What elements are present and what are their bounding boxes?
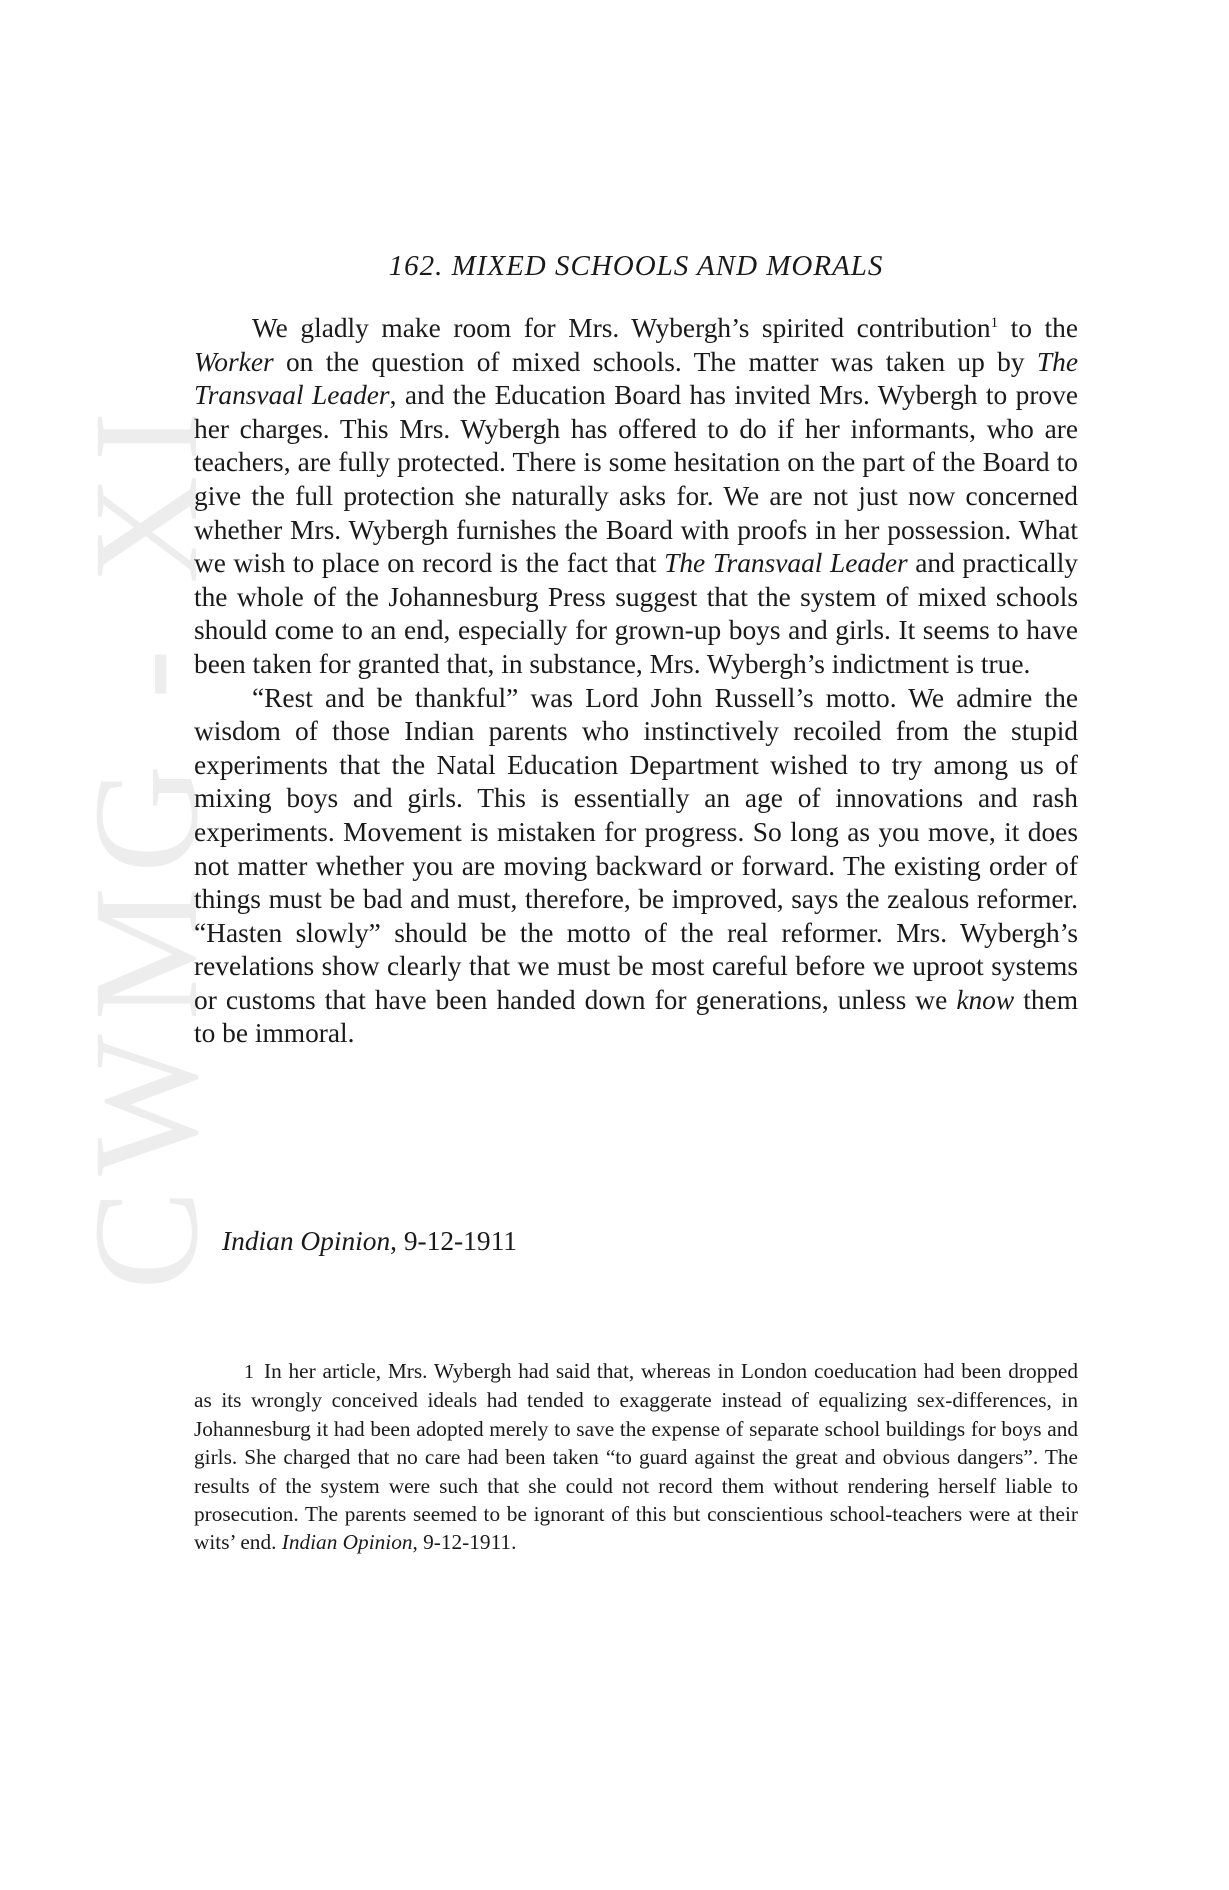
footnote-text: In her article, Mrs. Wybergh had said that, whereas in London coeducation had been dropped as its wrongly conceived ideals had tended to exaggerate instead of equalizing sex-differences, in Johannesburg it had been adopted merely to save the expense of separate school buildings for boys and girls. She charged that no care had been taken “to guard against the great and obvious dangers”. The results of the system were such that she could not record them without rendering herself liable to prosecution. The parents seemed to be ignorant of this but conscientious school-teachers were at their wits’ end. xyxy=(194,1359,1078,1555)
p2-text-1: “Rest and be thankful” was Lord John Russell’s motto. We admire the wisdom of those Indian parents who instinctively recoiled from the stupid experiments that the Natal Education Department wished to try among us of mixing boys and girls. This is essentially an age of innovations and rash experiments. Movement is mistaken for progress. So long as you move, it does not matter whether you are moving backward or forward. The existing order of things must be bad and must, therefore, be improved, says the zealous reformer. “Hasten slowly” should be the motto of the real reformer. Mrs. Wybergh’s revelations show clearly that we must be most careful before we uproot systems or customs that have been handed down for generations, unless we xyxy=(194,682,1078,1015)
page-title: 162. MIXED SCHOOLS AND MORALS xyxy=(388,250,884,282)
p1-text-3: on the question of mixed schools. The matter was taken up by xyxy=(273,346,1037,377)
article-body xyxy=(194,312,1078,1051)
p1-text-5: and practically the whole of the Johannesburg Press suggest that the system of mixed schools should come to an end, especially for grown-up boys and girls. It seems to have been taken for granted that, in substance, Mrs. Wybergh’s indictment is true. xyxy=(194,548,1079,679)
source-date: , 9-12-1911 xyxy=(390,1226,517,1256)
source-citation xyxy=(222,1226,517,1257)
paragraph-2 xyxy=(194,682,1078,1052)
cwmg-watermark: CWMG - XI xyxy=(63,397,229,1290)
paragraph-1 xyxy=(194,312,1078,682)
transvaal-leader-title-2: The Transvaal Leader xyxy=(664,548,908,579)
footnote-publication: Indian Opinion xyxy=(281,1530,413,1555)
footnote-mark: 1 xyxy=(244,1361,254,1383)
p1-text-4: , and the Education Board has invited Mrs. Wybergh to prove her charges. This Mrs. Wybergh has offered to do if her informants, who are teachers, are fully protected. There is some hesitation on the part of the Board to give the full protection she naturally asks for. We are not just now concerned whether Mrs. Wybergh furnishes the Board with proofs in her possession. What we wish to place on record is the fact that xyxy=(194,380,1078,579)
know-emphasis: know xyxy=(956,984,1015,1015)
footnote-reference: 1 xyxy=(990,314,999,331)
p1-text-2: to the xyxy=(998,313,1078,343)
p1-text-1: We gladly make room for Mrs. Wybergh’s spirited contribution xyxy=(252,313,991,343)
source-publication: Indian Opinion xyxy=(222,1226,391,1256)
footnote xyxy=(194,1357,1078,1557)
p2-text-2: them to be immoral. xyxy=(194,984,1078,1049)
worker-title: Worker xyxy=(194,346,274,377)
footnote-date: , 9-12-1911. xyxy=(412,1530,517,1555)
transvaal-leader-title: The Transvaal Leader xyxy=(194,346,1078,411)
